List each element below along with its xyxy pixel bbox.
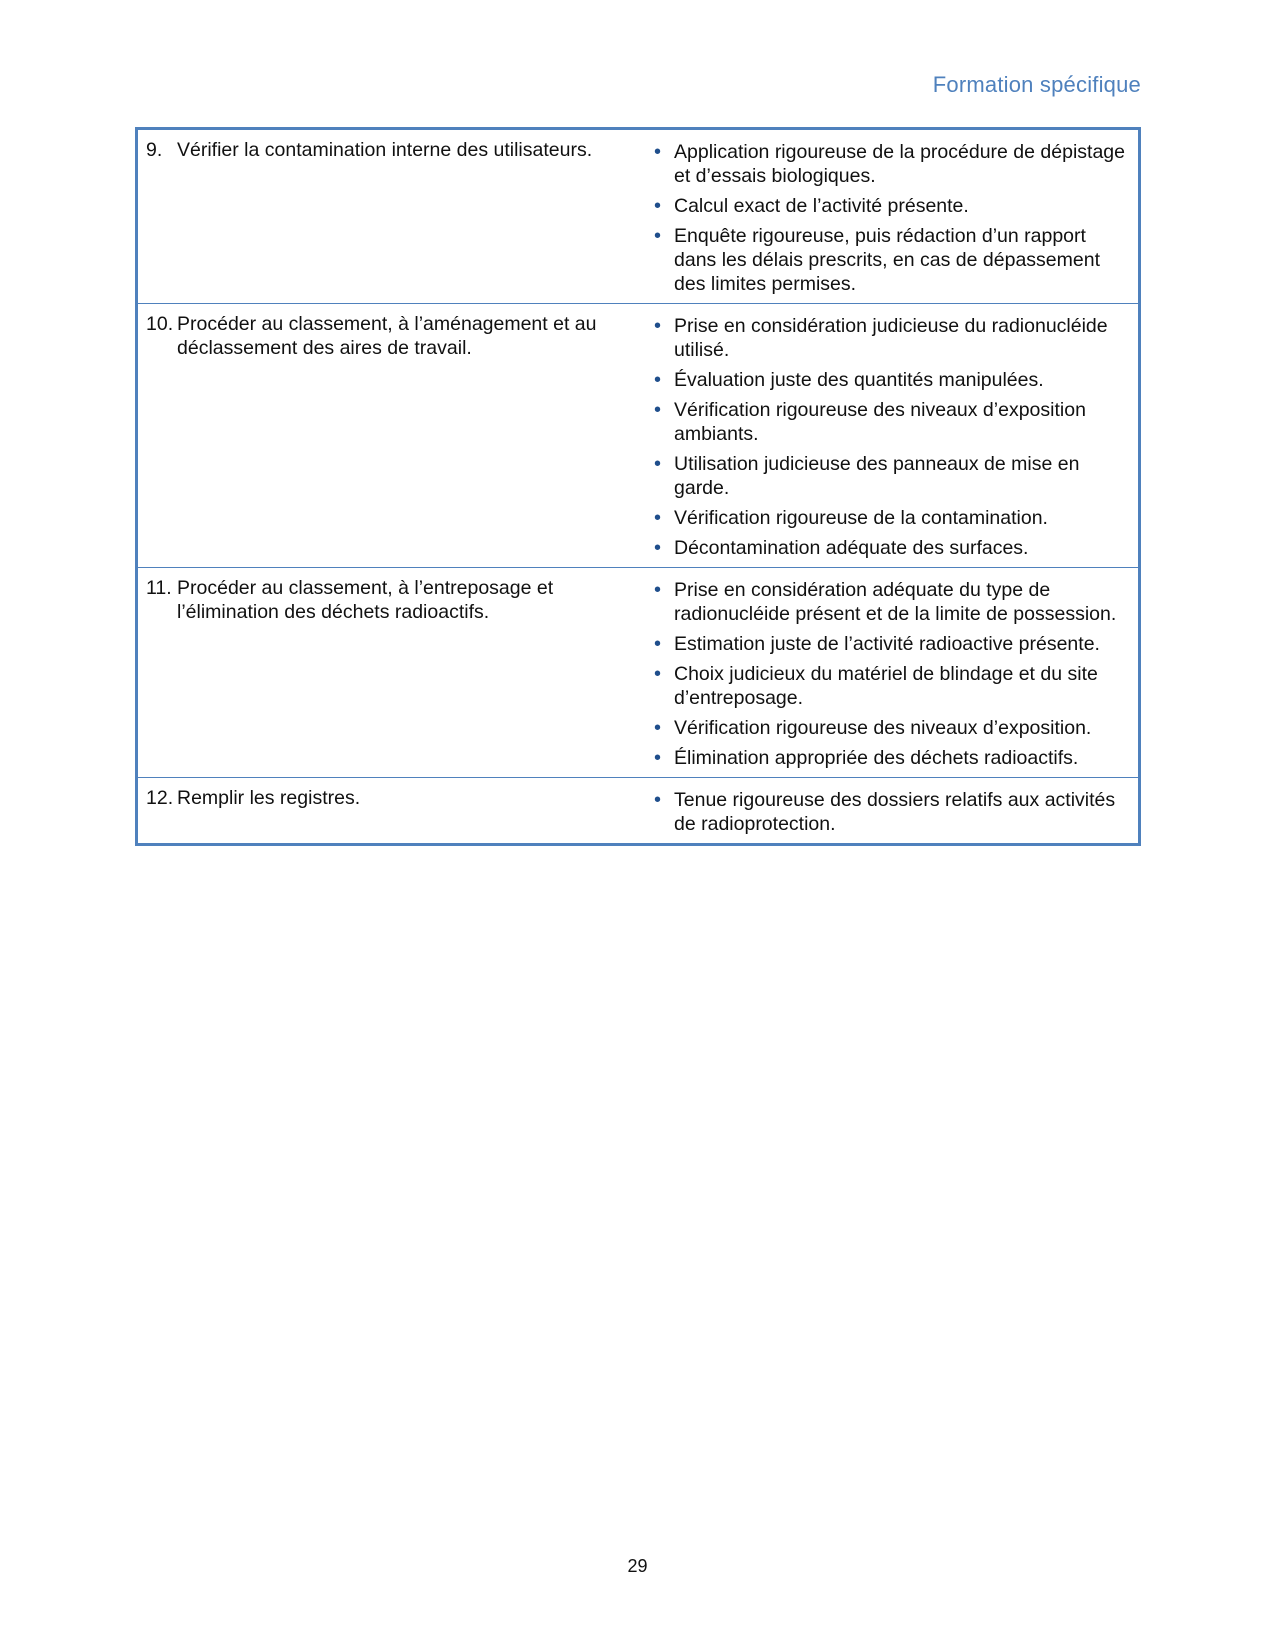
criteria-list: [642, 788, 1130, 836]
task-number: 9.: [146, 139, 163, 161]
list-item: [642, 194, 1130, 218]
task-text: Procéder au classement, à l’aménagement et au déclassement des aires de travail.: [177, 313, 597, 359]
list-item: [642, 716, 1130, 740]
criterion-text: Prise en considération adéquate du type de radionucléide présent et de la limite de possession.: [674, 579, 1117, 625]
bullet-icon: •: [654, 663, 662, 685]
table-row: [137, 304, 1140, 568]
bullet-icon: •: [654, 453, 662, 475]
page-number: 29: [627, 1556, 648, 1576]
bullet-icon: •: [654, 369, 662, 391]
bullet-icon: •: [654, 507, 662, 529]
criterion-text: Tenue rigoureuse des dossiers relatifs aux activités de radioprotection.: [674, 789, 1116, 835]
list-item: [642, 746, 1130, 770]
task-cell: [137, 304, 635, 568]
bullet-icon: •: [654, 717, 662, 739]
criteria-cell: [634, 568, 1140, 778]
task-item: [146, 138, 626, 162]
table-row: [137, 568, 1140, 778]
list-item: [642, 398, 1130, 446]
criteria-list: [642, 578, 1130, 770]
list-item: [642, 632, 1130, 656]
bullet-icon: •: [654, 399, 662, 421]
task-cell: [137, 129, 635, 304]
bullet-icon: •: [654, 633, 662, 655]
criterion-text: Élimination appropriée des déchets radioactifs.: [674, 747, 1079, 769]
bullet-icon: •: [654, 579, 662, 601]
task-number: 12.: [146, 787, 174, 809]
task-cell: [137, 778, 635, 845]
criterion-text: Vérification rigoureuse de la contamination.: [674, 507, 1048, 529]
criteria-list: [642, 314, 1130, 560]
list-item: [642, 368, 1130, 392]
bullet-icon: •: [654, 141, 662, 163]
task-text: Remplir les registres.: [177, 787, 361, 809]
criterion-text: Vérification rigoureuse des niveaux d’exposition.: [674, 717, 1092, 739]
task-number: 11.: [146, 577, 172, 599]
bullet-icon: •: [654, 537, 662, 559]
list-item: [642, 578, 1130, 626]
table-row: [137, 778, 1140, 845]
criterion-text: Calcul exact de l’activité présente.: [674, 195, 969, 217]
criterion-text: Vérification rigoureuse des niveaux d’exposition ambiants.: [674, 399, 1086, 445]
bullet-icon: •: [654, 315, 662, 337]
criteria-cell: [634, 304, 1140, 568]
bullet-icon: •: [654, 747, 662, 769]
criterion-text: Application rigoureuse de la procédure de dépistage et d’essais biologiques.: [674, 141, 1125, 187]
table-row: [137, 129, 1140, 304]
criterion-text: Évaluation juste des quantités manipulées.: [674, 369, 1044, 391]
list-item: [642, 314, 1130, 362]
bullet-icon: •: [654, 225, 662, 247]
task-item: [146, 312, 626, 360]
criterion-text: Estimation juste de l’activité radioactive présente.: [674, 633, 1100, 655]
list-item: [642, 452, 1130, 500]
list-item: [642, 224, 1130, 296]
criteria-cell: [634, 129, 1140, 304]
bullet-icon: •: [654, 789, 662, 811]
list-item: [642, 536, 1130, 560]
list-item: [642, 140, 1130, 188]
task-cell: [137, 568, 635, 778]
criteria-list: [642, 140, 1130, 296]
list-item: [642, 662, 1130, 710]
criterion-text: Enquête rigoureuse, puis rédaction d’un rapport dans les délais prescrits, en cas de dépassement des limites permises.: [674, 225, 1100, 295]
running-header: Formation spécifique: [932, 72, 1141, 97]
list-item: [642, 506, 1130, 530]
criteria-cell: [634, 778, 1140, 845]
task-text: Vérifier la contamination interne des utilisateurs.: [177, 139, 593, 161]
competency-criteria-table: [135, 127, 1141, 846]
criterion-text: Prise en considération judicieuse du radionucléide utilisé.: [674, 315, 1108, 361]
criterion-text: Choix judicieux du matériel de blindage et du site d’entreposage.: [674, 663, 1098, 709]
criterion-text: Décontamination adéquate des surfaces.: [674, 537, 1029, 559]
task-item: [146, 576, 626, 624]
criterion-text: Utilisation judicieuse des panneaux de mise en garde.: [674, 453, 1080, 499]
task-number: 10.: [146, 313, 174, 335]
list-item: [642, 788, 1130, 836]
bullet-icon: •: [654, 195, 662, 217]
task-text: Procéder au classement, à l’entreposage et l’élimination des déchets radioactifs.: [177, 577, 554, 623]
task-item: [146, 786, 626, 810]
